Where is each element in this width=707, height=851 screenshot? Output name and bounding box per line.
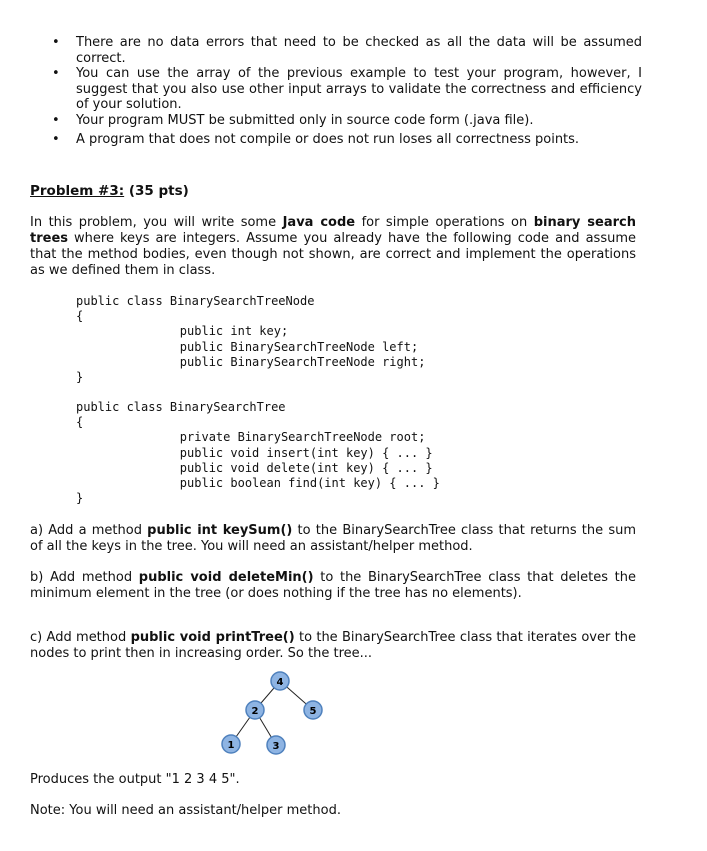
- part-b-text: b) Add method: [30, 570, 139, 585]
- code-line: public int key;: [122, 324, 289, 339]
- problem-points: (35 pts): [128, 183, 189, 199]
- code-line: public BinarySearchTreeNode left;: [122, 339, 419, 354]
- intro-bold-java: Java code: [282, 215, 356, 230]
- tree-node: [246, 701, 264, 719]
- intro-paragraph: [30, 215, 636, 279]
- problem-label: Problem #3:: [30, 183, 125, 199]
- code-block-tree: [76, 400, 440, 506]
- part-b-method: public void deleteMin(): [138, 570, 314, 585]
- intro-text: In this problem, you will write some: [30, 215, 283, 230]
- part-c-text: to the BinarySearchTree class that iterates over the nodes to print then in increasing order. So the tree...: [30, 630, 636, 661]
- intro-text: for simple operations on: [355, 215, 534, 230]
- problem-heading: [30, 183, 189, 199]
- bullet-item: • You can use the array of the previous example to test your program, however, I suggest that you also use other input arrays to validate the correctness and efficiency of your solution.: [52, 66, 642, 113]
- code-line: public class BinarySearchTree: [76, 400, 286, 414]
- code-line: public boolean find(int key) { ... }: [122, 476, 440, 491]
- bst-diagram: [210, 668, 340, 760]
- code-line: private BinarySearchTreeNode root;: [122, 430, 426, 445]
- tree-node-label: 3: [272, 741, 280, 752]
- tree-node: [271, 672, 289, 690]
- part-c-text: c) Add method: [30, 630, 131, 645]
- note-text: Note: You will need an assistant/helper method.: [30, 803, 341, 818]
- part-a-text: to the BinarySearchTree class that returns the sum of all the keys in the tree. You will need an assistant/helper method.: [30, 523, 636, 554]
- tree-node: [222, 735, 240, 753]
- code-line: {: [76, 309, 84, 324]
- tree-node-label: 5: [309, 706, 317, 717]
- part-a-text: a) Add a method: [30, 523, 148, 538]
- tree-node: [267, 736, 285, 754]
- part-a-paragraph: [30, 523, 636, 555]
- code-line: public class BinarySearchTreeNode: [76, 294, 315, 308]
- code-line: public void delete(int key) { ... }: [122, 460, 433, 475]
- tree-node-label: 4: [276, 677, 284, 688]
- code-line: }: [76, 370, 84, 385]
- part-b-text: to the BinarySearchTree class that deletes the minimum element in the tree (or does nothing if the tree has no elements).: [30, 570, 636, 601]
- tree-node-label: 1: [227, 740, 235, 751]
- output-text: Produces the output "1 2 3 4 5".: [30, 772, 240, 787]
- bullet-item: • There are no data errors that need to be checked as all the data will be assumed correct.: [52, 35, 642, 66]
- bullet-item: • A program that does not compile or does not run loses all correctness points.: [52, 132, 642, 148]
- part-b-paragraph: [30, 570, 636, 602]
- tree-node-label: 2: [251, 706, 259, 717]
- code-line: public BinarySearchTreeNode right;: [122, 354, 426, 369]
- code-block-node: [76, 294, 425, 385]
- code-line: public void insert(int key) { ... }: [122, 445, 433, 460]
- bullet-item: • Your program MUST be submitted only in source code form (.java file).: [52, 113, 642, 129]
- part-c-method: public void printTree(): [130, 630, 295, 645]
- tree-node: [304, 701, 322, 719]
- requirements-list: [52, 35, 642, 148]
- intro-bold-bst: binary search trees: [30, 215, 636, 246]
- part-c-paragraph: [30, 630, 636, 662]
- intro-text: where keys are integers. Assume you already have the following code and assume that the method bodies, even though not shown, are correct and implement the operations as we defined them in class.: [30, 231, 636, 278]
- part-a-method: public int keySum(): [147, 523, 293, 538]
- code-line: }: [76, 491, 84, 506]
- code-line: {: [76, 415, 84, 430]
